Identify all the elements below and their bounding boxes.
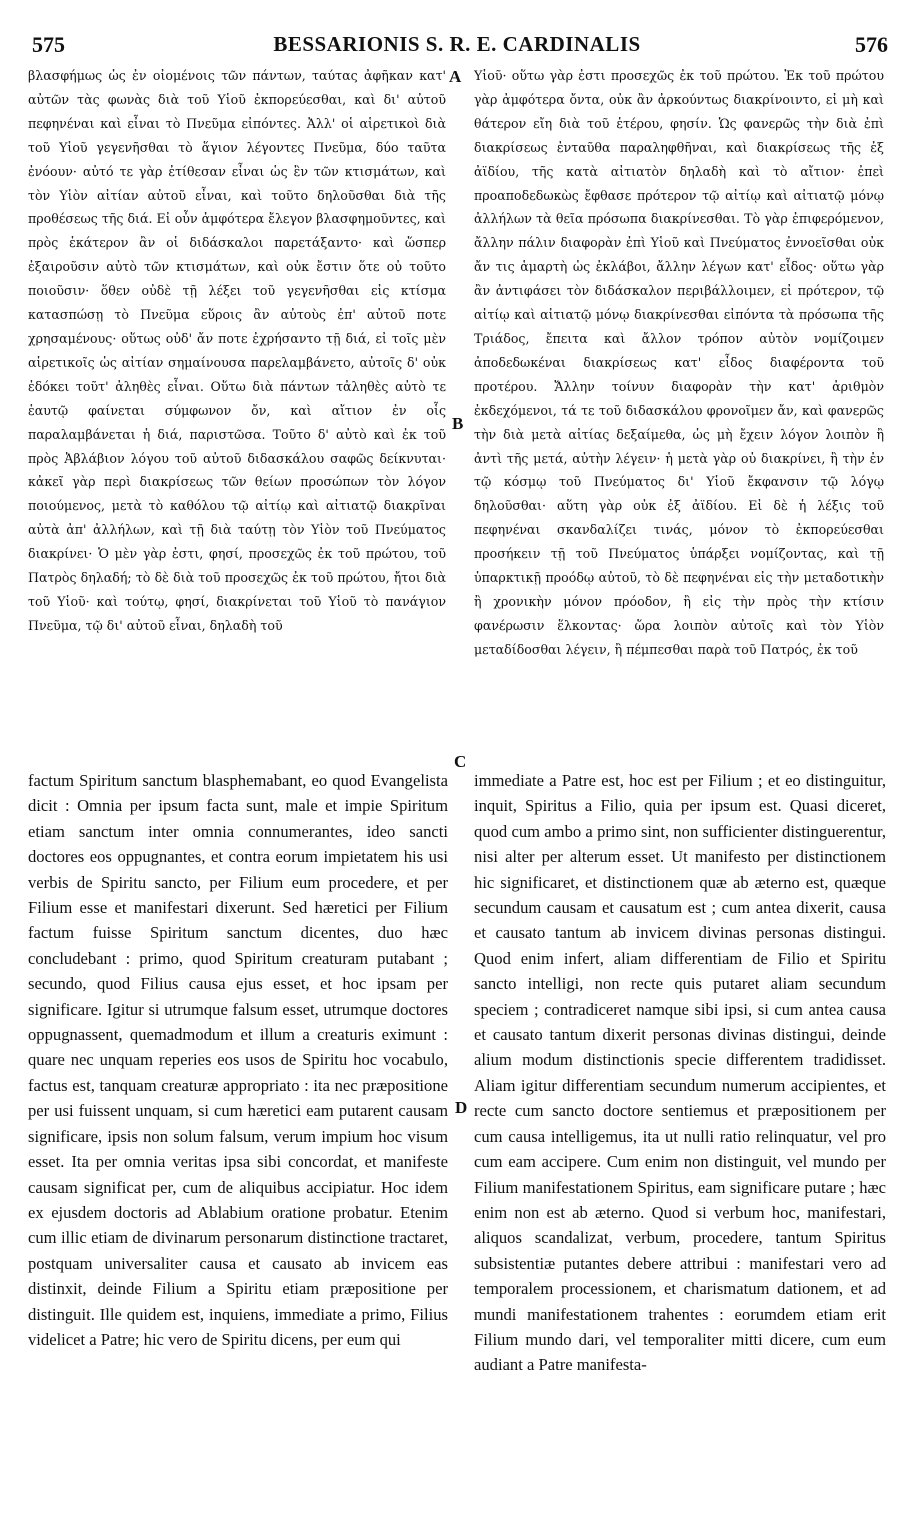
greek-text-right: Υἱοῦ· οὕτω γὰρ ἐστι προσεχῶς ἐκ τοῦ πρώτου. Ἐκ τοῦ πρώτου γὰρ ἀμφότερα ὄντα, οὐκ ἂν ἀρκούντως διακρίνοιντο, εἰ μὴ καὶ θάτερον εἴη διὰ τοῦ ἑτέρου, φησίν. Ὡς φανερῶς τὴν διὰ ἐπὶ διακρίσεως ἐνταῦθα παραληφθῆναι, καὶ διακρίσεως τῆς ἐξ ἀϊδίου, τῆς κατὰ αἰτιατὸν δηλαδὴ καὶ τὸ αἴτιον· ἐπεὶ προαποδεδωκὼς ἔφθασε πρότερον τῷ αἰτίῳ καὶ αἰτιατῷ μόνῳ ἀλλήλων τὰ θεῖα πρόσωπα διακρίνεσθαι. Τὸ γὰρ ἐπιφερόμενον, ἄλλην πάλιν διαφορὰν ἐπὶ Υἱοῦ καὶ Πνεύματος ἐννοεῖσθαι οὐκ ἄν τις ἁμαρτὴ ὡς ἐκλάβοι, ἄλλην λέγων κατ' εἶδος· οὕτω γὰρ ἂν ἀντιφάσει τὸν διδάσκαλον περιβάλλοιμεν, εἰ πρότερον, τῷ αἰτίῳ καὶ αἰτιατῷ μόνῳ διακρίνεσθαι εἰπόντα τὰ πρόσωπα τῆς Τριάδος, ἔπειτα καὶ ἄλλον τρόπον αὐτὸν νομίζοιμεν ἀποδεδωκέναι διακρίσεως κατ' εἶδος διαφέροντα τοῦ προτέρου. Ἄλλην τοίνυν διαφορὰν τὴν κατ' ἀριθμὸν ἐκδεχόμενοι, τά τε τοῦ διδασκάλου φρονοῖμεν ἄν, καὶ φανερῶς τὴν διὰ μετὰ αἰτίας δεξαίμεθα, ὡς μὴ ἔχειν λόγον λοιπὸν ἢ ἀντὶ τῆς μετά, αὐτὴν λέγειν· ἡ μετὰ γὰρ οὐ διακρίνει, ἢ τὴν ἐν τῷ κόσμῳ τοῦ Πνεύματος δι' Υἱοῦ ἔκφανσιν τῷ λόγῳ δηλοῦσθαι· αὕτη γὰρ οὐκ ἐξ ἀϊδίου. Εἰ δὲ ἡ λέξις τοῦ πεφηνέναι σκανδαλίζει τινάς, μόνον τὸ ἐκπορεύεσθαι προσήκειν τῇ τοῦ Πνεύματος ὑπάρξει νομίζοντας, καὶ τῇ ὑπαρκτικῇ προόδῳ αὐτοῦ, τὸ δὲ πεφηνέναι εἰς τὴν μεταδοτικὴν ἢ χρονικὴν μόνον πρόοδον, ἢ εἰς τὴν πρὸς τὴν κτίσιν φανέρωσιν ἕλκοντας· ὥρα λοιπὸν αὐτοῖς καὶ τὸν Υἱὸν μεταδίδοσθαι λέγειν, ἢ πέμπεσθαι παρὰ τοῦ Πατρός, ἐκ τοῦ (474, 68, 884, 657)
margin-letter-a: A (449, 67, 462, 86)
margin-letter-d: D (455, 1098, 468, 1117)
page-header (26, 32, 888, 62)
margin-letter-c: C (454, 752, 467, 771)
margin-letter-b: B (452, 414, 464, 433)
latin-column-right (474, 768, 886, 1484)
left-page-number: 575 (32, 32, 65, 57)
right-page-number: 576 (855, 32, 888, 57)
greek-column-right (474, 64, 884, 736)
greek-text-left: βλασφήμως ὡς ἐν οἰομένοις τῶν πάντων, ταύτας ἀφῆκαν κατ' αὐτῶν τὰς φωνὰς διὰ τοῦ Υἱοῦ ἐκπορεύεσθαι, καὶ δι' αὐτοῦ πεφηνέναι καὶ εἶναι τὸ Πνεῦμα εἰπόντες. Ἀλλ' οἱ αἱρετικοὶ διὰ τοῦ Υἱοῦ γεγενῆσθαι τὸ ἅγιον λέγοντες Πνεῦμα, δύο ταῦτα ἐνόουν· αὐτό τε γὰρ ἐτίθεσαν εἶναι ὡς ἓν τῶν κτισμάτων, καὶ τὸν Υἱὸν αἰτίαν αὐτοῦ εἶναι, καὶ τοῦτο δηλοῦσθαι διὰ τῆς προθέσεως τῆς διά. Εἰ οὖν ἀμφότερα ἔλεγον βλασφημοῦντες, καὶ πρὸς ἑκάτερον ἂν οἱ διδάσκαλοι παρετάξαντο· καὶ ὥσπερ ἐξαιροῦσιν αὐτὸ τῶν κτισμάτων, καὶ οὐκ ἔστιν ὅτε οὐ τοῦτο ποιοῦσιν· ὅθεν οὐδὲ τῇ λέξει τοῦ γεγενῆσθαι εἰς κτίσμα κατασπώσῃ τὸ Πνεῦμα εὕροις ἂν αὐτοὺς ἐπ' αὐτοῦ ποτε χρησαμένους· οὕτως οὐδ' ἄν ποτε ἐχρήσαντο τῇ διά, εἰ τοῖς μὲν αἱρετικοῖς ὡς αἰτίαν σημαίνουσα παρελαμβάνετο, αὐτοῖς δ' οὐκ ἐδόκει τοῦτ' ἀληθὲς εἶναι. Οὕτω διὰ πάντων τἀληθὲς αὐτὸ τε ἑαυτῷ φαίνεται σύμφωνον ὄν, καὶ αἴτιον ἐν οἷς παραλαμβάνεται ἡ διά, παριστῶσα. Τοῦτο δ' αὐτὸ καὶ ἐκ τοῦ πρὸς Ἀβλάβιον λόγου τοῦ αὐτοῦ διδασκάλου σαφῶς δείκνυται· κἀκεῖ γὰρ περὶ διακρίσεως τῶν θείων προσώπων τὸν λόγον ποιούμενος, μετὰ τὸ καθόλου τῷ αἰτίῳ καὶ αἰτιατῷ διακρῖναι αὐτὰ ἀπ' ἀλλήλων, καὶ τῇ διὰ ταύτῃ τὸν Υἱὸν τοῦ Πνεύματος διακρίνει· Ὁ μὲν γὰρ ἐστι, φησί, προσεχῶς ἐκ τοῦ πρώτου, τοῦ Πατρὸς δηλαδή; τὸ δὲ διὰ τοῦ προσεχῶς ἐκ τοῦ πρώτου, ἤτοι διὰ τοῦ Υἱοῦ· καὶ τούτῳ, φησί, διακρίνεται τοῦ Υἱοῦ τὸ πανάγιον Πνεῦμα, τῷ δι' αὐτοῦ εἶναι, δηλαδὴ τοῦ (28, 68, 446, 633)
latin-text-right: immediate a Patre est, hoc est per Filium ; et eo distinguitur, inquit, Spiritus a Filio, quia per ipsum est. Quasi diceret, quod cum ambo a primo sint, non sufficienter distinguerentur, nisi alter per alterum esset. Ut manifesto per distinctionem hic significaret, et distinctionem quæ ab æterno est, quæque secundum causam et causatum est ; cum antea dixerit, causa et causato tantum ab invicem divinas personas distingui. Quod enim infert, aliam differentiam de Filio et Spiritu sancto intelligi, non recte quis putaret aliam secundum speciem ; contradiceret namque sibi ipsi, si cum antea causa et causato tantum dixerit personas divinas distingui, deinde alium modum distinctionis specie differentem tradidisset. Aliam igitur differentiam secundum numerum accipientes, et recte cum sancto doctore sentiemus et præpositionem per cum causa intelligemus, ita ut nulli ratio relinquatur, vel pro cum eam accipere. Cum enim non distinguit, vel mundo per Filium manifestationem Spiritus, eam significare putare ; hæc enim non est ab æterno. Quod si verbum hoc, manifestari, aliquos scandalizat, verbum, procedere, tantum Spiritus subsistentiæ putantes debere attribui : manifestari vero ad temporalem processionem, et charismatum dationem, et ad mundi manifestationem trahentes : eorumdem etiam erit Filium mundo dari, vel temporaliter mitti dicere, cum eum audiant a Patre manifesta- (474, 771, 886, 1375)
greek-column-left (28, 64, 446, 736)
running-title: BESSARIONIS S. R. E. CARDINALIS (273, 32, 641, 56)
latin-text-left: factum Spiritum sanctum blasphemabant, eo quod Evangelista dicit : Omnia per ipsum facta sunt, male et impie Spiritum etiam sanctum inter omnia connumerantes, ideo sancti doctores eos oppugnantes, et contra eorum impietatem his usi verbis de Spiritu sancto, per Filium eum procedere, et per Filium esse et manifestari dixerunt. Sed hæretici per Filium factum fuisse Spiritum sanctum dicentes, duo hæc concludebant : primo, quod Spiritum creaturam putabant ; secundo, quod Filius causa ejus esset, et hoc ipsam per significare. Igitur si utrumque falsum esset, utrumque doctores oppugnassent, quemadmodum et illum a creaturis eximunt : quare nec unquam reperies eos usos de Spiritu hoc vocabulo, factus est, tanquam creaturæ appropriato : ita nec præpositione per usi fuissent unquam, si cum hæretici eam putarent causam significare, ipsis non solum falsum, verum impium hoc visum esset. Ita per omnia veritas ipsa sibi concordat, et manifeste causam significat per, cum de aliquibus accipiatur. Hoc idem ex ejusdem doctoris ad Ablabium oratione probatur. Etenim cum illic etiam de divinarum personarum distinctione tractaret, postquam universaliter causa et causato ab invicem eas distinxit, deinde Filium a Spiritu etiam præpositione per distinguit. Ille quidem est, inquiens, immediate a primo, Filius videlicet a Patre; hic vero de Spiritu dicens, per eum qui (28, 771, 448, 1349)
latin-column-left (28, 768, 448, 1484)
